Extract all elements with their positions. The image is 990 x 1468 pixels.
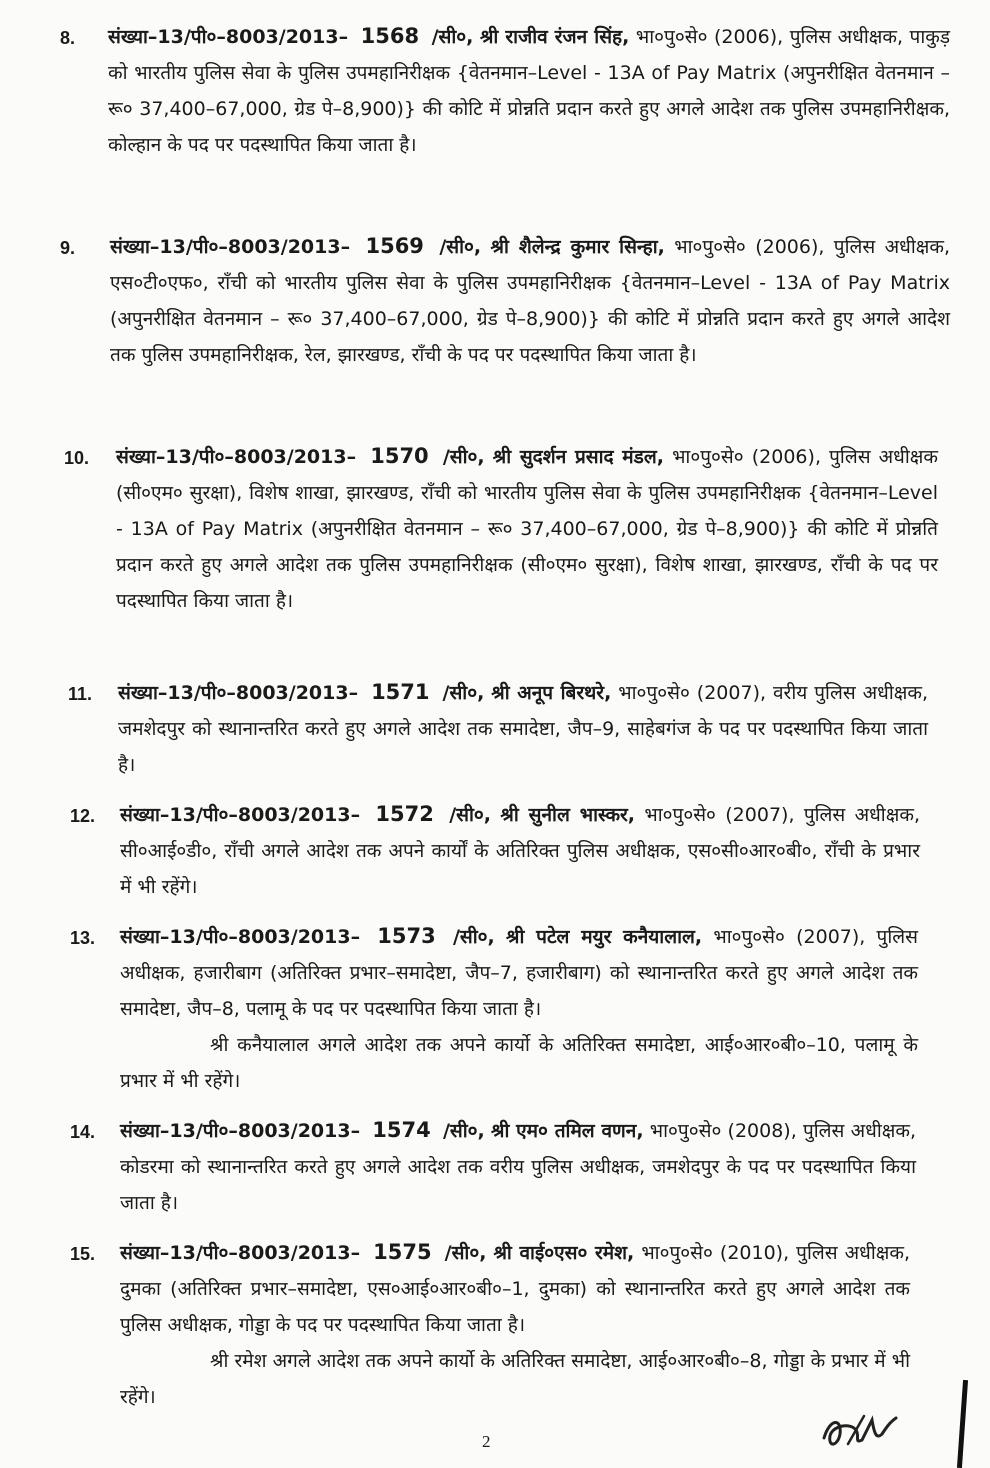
order-suffix: /सी०, [452,926,495,948]
page-number: 2 [482,1432,491,1451]
additional-charge-note: श्री कनैयालाल अगले आदेश तक अपने कार्यो के अतिरिक्त समादेष्टा, आई०आर०बी०–10, पलामू के प्रभार में भी रहेंगे। [120,1034,918,1092]
entry-number: 8. [60,28,76,48]
entry-body [108,18,950,163]
additional-charge-note: श्री रमेश अगले आदेश तक अपने कार्यो के अतिरिक्त समादेष्टा, आई०आर०बी०–8, गोड्डा के प्रभार में भी रहेंगे। [120,1350,910,1408]
order-suffix: /सी०, [431,26,474,48]
entry-number: 11. [68,684,93,704]
signature-mark [820,1404,900,1452]
entry-text: भा०पु०से० (2007), पुलिस अधीक्षक, सी०आई०डी०, राँची अगले आदेश तक अपने कार्यों के अतिरिक्त पुलिस अधीक्षक, एस०सी०आर०बी०, राँची के प्रभार में भी रहेंगे। [120,804,920,898]
entry-number: 13. [70,928,96,948]
officer-name: श्री सुनील भास्कर, [500,804,636,826]
scan-edge-mark [957,1380,968,1468]
order-number: 1571 [371,680,430,704]
order-prefix: संख्या–13/पी०–8003/2013– [120,1242,361,1264]
order-prefix: संख्या–13/पी०–8003/2013– [116,446,357,468]
entry-number: 15. [70,1244,96,1264]
officer-name: श्री शैलेन्द्र कुमार सिन्हा, [490,236,665,258]
entry-number: 14. [70,1122,96,1142]
entry-text: भा०पु०से० (2010), पुलिस अधीक्षक, दुमका (अतिरिक्त प्रभार–समादेष्टा, एस०आई०आर०बी०–1, दुमका) को स्थानान्तरित करते हुए अगले आदेश तक पुलिस अधीक्षक, गोड्डा के पद पर पदस्थापित किया जाता है। [120,1242,911,1336]
order-number: 1574 [372,1118,431,1142]
entry-text: भा०पु०से० (2006), पुलिस अधीक्षक (सी०एम० सुरक्षा), विशेष शाखा, झारखण्ड, राँची को भारतीय पुलिस सेवा के पुलिस उपमहानिरीक्षक {वेतनमान–Level - 13A of Pay Matrix (अपुनरीक्षित वेतनमान – रू० 37,400–67,000, ग्रेड पे–8,900)} की कोटि में प्रोन्नति प्रदान करते हुए अगले आदेश तक पुलिस उपमहानिरीक्षक (सी०एम० सुरक्षा), विशेष शाखा, झारखण्ड, राँची के पद पर पदस्थापित किया जाता है। [116,446,939,612]
entry-text: भा०पु०से० (2007), पुलिस अधीक्षक, हजारीबाग (अतिरिक्त प्रभार–समादेष्टा, जैप–7, हजारीबाग) को स्थानान्तरित करते हुए अगले आदेश तक समादेष्टा, जैप–8, पलामू के पद पर पदस्थापित किया जाता है। [120,926,918,1020]
officer-name: श्री पटेल मयुर कनैयालाल, [506,926,703,948]
entry-text: भा०पु०से० (2007), वरीय पुलिस अधीक्षक, जमशेदपुर को स्थानान्तरित करते हुए अगले आदेश तक समादेष्टा, जैप–9, साहेबगंज के पद पर पदस्थापित किया जाता है। [118,682,929,776]
order-number: 1575 [373,1240,432,1264]
order-number: 1569 [365,234,424,258]
order-number: 1568 [360,24,420,48]
entry-body [118,674,928,783]
entry-number: 9. [60,238,76,258]
entry-body [120,1112,916,1221]
order-suffix: /सी०, [442,1120,485,1142]
officer-name: श्री वाई०एस० रमेश, [493,1242,635,1264]
entry-text: भा०पु०से० (2006), पुलिस अधीक्षक, पाकुड़ को भारतीय पुलिस सेवा के पुलिस उपमहानिरीक्षक {वेतनमान–Level - 13A of Pay Matrix (अपुनरीक्षित वेतनमान – रू० 37,400–67,000, ग्रेड पे–8,900)} की कोटि में प्रोन्नति प्रदान करते हुए अगले आदेश तक पुलिस उपमहानिरीक्षक, कोल्हान के पद पर पदस्थापित किया जाता है। [108,26,951,156]
entry-body [120,796,920,905]
entry-body [120,1234,910,1415]
entry-body [120,918,918,1099]
officer-name: श्री राजीव रंजन सिंह, [479,26,630,48]
entry-body [110,228,950,373]
entry-body [116,438,938,619]
order-number: 1572 [375,802,434,826]
entry-number: 10. [64,448,90,468]
order-prefix: संख्या–13/पी०–8003/2013– [120,926,361,948]
order-suffix: /सी०, [439,236,482,258]
order-prefix: संख्या–13/पी०–8003/2013– [120,804,361,826]
entry-text: भा०पु०से० (2006), पुलिस अधीक्षक, एस०टी०एफ०, राँची को भारतीय पुलिस सेवा के पुलिस उपमहानिरीक्षक {वेतनमान–Level - 13A of Pay Matrix (अपुनरीक्षित वेतनमान – रू० 37,400–67,000, ग्रेड पे–8,900)} की कोटि में प्रोन्नति प्रदान करते हुए अगले आदेश तक पुलिस उपमहानिरीक्षक, रेल, झारखण्ड, राँची के पद पर पदस्थापित किया जाता है। [110,236,950,366]
order-prefix: संख्या–13/पी०–8003/2013– [108,26,349,48]
order-number: 1570 [370,444,429,468]
order-number: 1573 [377,924,436,948]
order-suffix: /सी०, [442,682,485,704]
order-suffix: /सी०, [449,804,492,826]
officer-name: श्री एम० तमिल वणन, [491,1120,644,1142]
officer-name: श्री अनूप बिरथरे, [491,682,612,704]
order-suffix: /सी०, [444,1242,487,1264]
order-prefix: संख्या–13/पी०–8003/2013– [110,236,351,258]
order-suffix: /सी०, [442,446,485,468]
entry-number: 12. [70,806,96,826]
order-prefix: संख्या–13/पी०–8003/2013– [118,682,359,704]
order-prefix: संख्या–13/पी०–8003/2013– [120,1120,361,1142]
officer-name: श्री सुदर्शन प्रसाद मंडल, [492,446,664,468]
entry-text: भा०पु०से० (2008), पुलिस अधीक्षक, कोडरमा को स्थानान्तरित करते हुए अगले आदेश तक वरीय पुलिस अधीक्षक, जमशेदपुर के पद पर पदस्थापित किया जाता है। [120,1120,916,1214]
